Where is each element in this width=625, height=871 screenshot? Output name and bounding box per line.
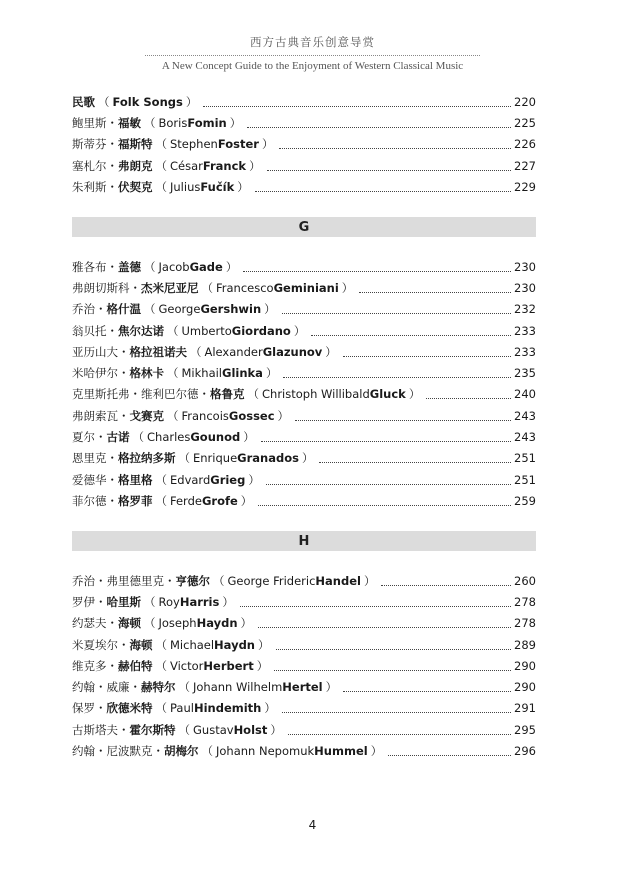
leader-dots [282, 711, 511, 713]
open-paren: （ [144, 302, 156, 317]
section-letter: G [298, 219, 310, 235]
entry-english-last: Haydn [214, 637, 255, 652]
entry-chinese-name [72, 280, 199, 296]
entry-english-last: Foster [217, 137, 259, 152]
entry-english-last: Hindemith [193, 701, 262, 716]
entry-chinese-given: 约瑟夫・ [72, 616, 118, 631]
entry-chinese-family: 格林卡 [129, 366, 164, 381]
close-paren: ） [237, 179, 249, 194]
leader-dots [247, 126, 511, 128]
index-entry [72, 341, 536, 362]
entry-english-last: Giordano [231, 323, 291, 338]
entry-chinese-name [72, 743, 199, 759]
leader-dots [279, 147, 511, 149]
open-paren: （ [155, 637, 167, 652]
section-header-h [72, 531, 536, 551]
open-paren: （ [144, 594, 156, 609]
entry-english-first: Umberto [181, 323, 232, 338]
entry-chinese-name [72, 323, 164, 339]
entry-page-number: 233 [514, 323, 536, 338]
open-paren: （ [201, 744, 213, 759]
leader-dots [319, 461, 511, 463]
close-paren: ） [249, 158, 261, 173]
entry-english-first: Paul [170, 701, 194, 716]
entry-chinese-given: 鲍里斯・ [72, 115, 118, 130]
entry-page-number: 230 [514, 280, 536, 295]
leader-dots [311, 334, 511, 336]
leader-dots [295, 419, 511, 421]
entry-chinese-given: 米哈伊尔・ [72, 366, 130, 381]
index-entry [72, 384, 536, 405]
entry-chinese-family: 格鲁克 [210, 387, 245, 402]
section-header-g [72, 217, 536, 237]
index-entry [72, 320, 536, 341]
section-letter: H [298, 533, 310, 549]
index-entry [72, 448, 536, 469]
entry-page-number: 296 [514, 744, 536, 759]
entry-english-last: Harris [179, 594, 220, 609]
close-paren: ） [301, 451, 314, 466]
index-entry [72, 655, 536, 676]
entry-page-number: 290 [514, 680, 536, 695]
section-f-entries [72, 91, 536, 197]
entry-english-last: Holst [233, 722, 268, 737]
entry-english-last: Haydn [196, 616, 238, 631]
entry-chinese-name [72, 301, 141, 317]
section-h-entries [72, 570, 536, 762]
close-paren: ） [256, 658, 269, 673]
entry-page-number: 226 [514, 137, 536, 152]
leader-dots [258, 504, 511, 506]
index-entry [72, 591, 536, 612]
open-paren: （ [155, 493, 167, 508]
index-entry [72, 176, 536, 197]
entry-page-number: 229 [514, 179, 536, 194]
open-paren: （ [178, 451, 190, 466]
entry-chinese-given: 塞札尔・ [72, 158, 118, 173]
entry-chinese-family: 盖德 [118, 259, 141, 274]
close-paren: ） [248, 472, 260, 487]
close-paren: ） [370, 744, 383, 759]
index-entry [72, 719, 536, 740]
entry-chinese-name [72, 615, 141, 631]
index-entry [72, 698, 536, 719]
entry-chinese-given: 弗朗切斯科・ [72, 280, 141, 295]
entry-page-number: 225 [514, 115, 536, 130]
close-paren: ） [240, 616, 253, 631]
entry-page-number: 230 [514, 259, 536, 274]
entry-chinese-family: 霍尔斯特 [129, 722, 176, 737]
entry-english-first: Boris [158, 115, 188, 130]
entry-page-number: 251 [514, 472, 536, 487]
entry-chinese-family: 海顿 [129, 637, 153, 652]
entry-page-number: 243 [514, 408, 536, 423]
open-paren: （ [178, 680, 190, 695]
leader-dots [258, 626, 511, 628]
leader-dots [276, 648, 512, 650]
entry-english-last: Fomin [187, 115, 227, 130]
entry-english-last: Geminiani [273, 280, 339, 295]
section-g-entries [72, 256, 536, 512]
close-paren: ） [258, 637, 270, 652]
index-entry [72, 256, 536, 277]
leader-dots [261, 440, 511, 442]
leader-dots [274, 669, 511, 671]
entry-english-last: Gossec [228, 408, 275, 423]
open-paren: （ [132, 430, 144, 445]
entry-english-first: Johann Nepomuk [216, 744, 315, 759]
close-paren: ） [363, 573, 376, 588]
entry-chinese-given: 夏尔・ [72, 430, 107, 445]
entry-chinese-family: 哈里斯 [106, 594, 141, 609]
entry-chinese-given: 维克多・ [72, 658, 118, 673]
entry-chinese-given: 乔治・弗里德里克・ [72, 573, 176, 588]
entry-chinese-family: 格拉纳多斯 [118, 451, 176, 466]
entry-chinese-family: 焦尔达诺 [118, 323, 164, 338]
entry-chinese-given: 古斯塔夫・ [72, 722, 130, 737]
entry-english-last: Gershwin [200, 302, 262, 317]
index-entry [72, 277, 536, 298]
leader-dots [359, 291, 511, 293]
entry-page-number: 227 [514, 158, 536, 173]
entry-chinese-given: 罗伊・ [72, 594, 107, 609]
close-paren: ） [325, 680, 338, 695]
open-paren: （ [155, 472, 167, 487]
entry-english-last: Hummel [314, 744, 368, 759]
leader-dots [267, 169, 511, 171]
index-entry [72, 570, 536, 591]
entry-chinese-family: 赫伯特 [118, 658, 153, 673]
entry-english-first: George [158, 302, 201, 317]
entry-chinese-family: 海顿 [118, 616, 141, 631]
open-paren: （ [155, 701, 167, 716]
entry-english-first: Ferde [170, 493, 202, 508]
close-paren: ） [222, 594, 234, 609]
close-paren: ） [240, 493, 253, 508]
index-entry [72, 299, 536, 320]
entry-chinese-family: 福敏 [118, 115, 141, 130]
leader-dots [243, 270, 511, 272]
open-paren: （ [144, 616, 156, 631]
entry-page-number: 243 [514, 430, 536, 445]
entry-english-last: Herbert [203, 658, 254, 673]
entry-chinese-family: 欣德米特 [106, 701, 153, 716]
entry-chinese-name [72, 573, 210, 589]
page-number: 4 [308, 818, 317, 832]
index-entry [72, 490, 536, 511]
index-entry [72, 634, 536, 655]
leader-dots [282, 312, 511, 314]
index-entry [72, 740, 536, 761]
open-paren: （ [144, 115, 156, 130]
entry-chinese-name [72, 700, 153, 716]
entry-english-last: Gounod [190, 430, 241, 445]
entry-english-first: Christoph Willibald [262, 387, 370, 402]
entry-chinese-name [72, 658, 153, 674]
index-entry [72, 676, 536, 697]
entry-english-first: César [170, 158, 203, 173]
entry-page-number: 295 [514, 722, 536, 737]
close-paren: ） [229, 115, 242, 130]
entry-chinese-family: 伏契克 [118, 179, 153, 194]
index-entry [72, 155, 536, 176]
entry-chinese-name [72, 344, 187, 360]
entry-english-first: Charles [147, 430, 191, 445]
entry-english-first: Joseph [158, 616, 197, 631]
entry-chinese-family: 民歌 [72, 94, 95, 109]
entry-page-number: 290 [514, 658, 536, 673]
entry-chinese-name [72, 450, 176, 466]
index-entry [72, 469, 536, 490]
entry-page-number: 289 [514, 637, 536, 652]
entry-english-last: Handel [315, 573, 361, 588]
index-entry [72, 405, 536, 426]
entry-chinese-name [72, 259, 141, 275]
entry-chinese-name [72, 493, 153, 509]
entry-chinese-family: 弗朗克 [118, 158, 153, 173]
entry-english-first: Francesco [216, 280, 274, 295]
entry-chinese-family: 福斯特 [118, 137, 153, 152]
open-paren: （ [247, 387, 259, 402]
entry-chinese-given: 弗朗索瓦・ [72, 408, 130, 423]
entry-chinese-name [72, 408, 164, 424]
open-paren: （ [178, 722, 190, 737]
entry-chinese-name [72, 679, 176, 695]
header-divider [145, 55, 480, 56]
open-paren: （ [155, 158, 167, 173]
close-paren: ） [277, 408, 290, 423]
entry-english-last: Granados [237, 451, 299, 466]
header-title-en: A New Concept Guide to the Enjoyment of Western Classical Music [161, 60, 464, 72]
entry-chinese-given: 亚历山大・ [72, 344, 130, 359]
entry-chinese-name [72, 179, 153, 195]
entry-chinese-given: 朱利斯・ [72, 179, 118, 194]
entry-english-last: Grofe [201, 493, 238, 508]
entry-chinese-given: 保罗・ [72, 701, 107, 716]
index-entry [72, 134, 536, 155]
entry-chinese-family: 赫特尔 [141, 680, 176, 695]
entry-page-number: 232 [514, 302, 536, 317]
open-paren: （ [155, 658, 167, 673]
leader-dots [203, 105, 511, 107]
entry-english-first: Johann Wilhelm [193, 680, 283, 695]
open-paren: （ [155, 137, 167, 152]
entry-chinese-family: 格里格 [118, 472, 153, 487]
header-title-cn: 西方古典音乐创意导赏 [250, 35, 375, 49]
entry-chinese-given: 约翰・尼波默克・ [72, 744, 164, 759]
leader-dots [288, 733, 511, 735]
entry-english-first: Stephen [170, 137, 218, 152]
entry-chinese-family: 格拉祖诺夫 [129, 344, 187, 359]
entry-page-number: 233 [514, 344, 536, 359]
entry-english-first: Alexander [204, 344, 263, 359]
entry-english-last: Hertel [282, 680, 323, 695]
index-entry [72, 362, 536, 383]
entry-english-first: Mikhail [181, 366, 223, 381]
running-header [0, 34, 625, 72]
entry-chinese-name [72, 94, 95, 110]
entry-chinese-family: 古诺 [106, 430, 130, 445]
entry-english-first: Enrique [193, 451, 238, 466]
entry-page-number: 240 [514, 387, 536, 402]
open-paren: （ [167, 408, 179, 423]
open-paren: （ [98, 94, 110, 109]
close-paren: ） [341, 280, 354, 295]
close-paren: ） [243, 430, 255, 445]
entry-page-number: 259 [514, 493, 536, 508]
entry-chinese-family: 格罗菲 [118, 493, 153, 508]
entry-page-number: 220 [514, 94, 536, 109]
entry-page-number: 278 [514, 594, 536, 609]
entry-chinese-name [72, 594, 141, 610]
close-paren: ） [261, 137, 274, 152]
close-paren: ） [293, 323, 306, 338]
leader-dots [240, 605, 511, 607]
close-paren: ） [408, 387, 421, 402]
entry-chinese-family: 亨德尔 [175, 573, 210, 588]
leader-dots [266, 483, 511, 485]
entry-english-last: Fučík [200, 179, 235, 194]
entry-english-first: Victor [170, 658, 204, 673]
leader-dots [343, 690, 511, 692]
leader-dots [283, 376, 511, 378]
entry-chinese-name [72, 386, 245, 402]
entry-chinese-name [72, 722, 176, 738]
open-paren: （ [201, 280, 213, 295]
entry-english-first: Jacob [158, 259, 190, 274]
entry-chinese-name [72, 429, 130, 445]
entry-english-first: Edvard [170, 472, 211, 487]
entry-english-last: Franck [202, 158, 247, 173]
entry-page-number: 260 [514, 573, 536, 588]
entry-page-number: 251 [514, 451, 536, 466]
close-paren: ） [325, 344, 337, 359]
entry-chinese-name [72, 637, 153, 653]
entry-chinese-family: 胡梅尔 [164, 744, 199, 759]
open-paren: （ [167, 366, 179, 381]
close-paren: ） [225, 259, 238, 274]
entry-english-first: Folk Songs [112, 94, 183, 109]
close-paren: ） [270, 722, 282, 737]
open-paren: （ [144, 259, 156, 274]
entry-chinese-family: 格什温 [106, 302, 141, 317]
entry-chinese-given: 米夏埃尔・ [72, 637, 130, 652]
entry-english-first: Roy [158, 594, 180, 609]
entry-chinese-name [72, 115, 141, 131]
entry-english-first: George Frideric [227, 573, 316, 588]
close-paren: ） [265, 366, 278, 381]
entry-chinese-given: 爱德华・ [72, 472, 118, 487]
open-paren: （ [155, 179, 167, 194]
entry-chinese-family: 杰米尼亚尼 [141, 280, 199, 295]
leader-dots [426, 397, 511, 399]
entry-chinese-name [72, 472, 153, 488]
open-paren: （ [190, 344, 202, 359]
entry-chinese-name [72, 365, 164, 381]
entry-page-number: 291 [514, 701, 536, 716]
entry-chinese-given: 斯蒂芬・ [72, 137, 118, 152]
close-paren: ） [185, 94, 198, 109]
open-paren: （ [167, 323, 179, 338]
close-paren: ） [264, 302, 276, 317]
entry-page-number: 235 [514, 366, 536, 381]
entry-english-first: Gustav [193, 722, 234, 737]
entry-english-last: Grieg [210, 472, 246, 487]
entry-chinese-given: 恩里克・ [72, 451, 118, 466]
entry-chinese-name [72, 158, 153, 174]
entry-chinese-given: 乔治・ [72, 302, 107, 317]
entry-english-first: Michael [170, 637, 215, 652]
entry-english-first: Julius [170, 179, 201, 194]
close-paren: ） [264, 701, 276, 716]
index-entry [72, 613, 536, 634]
index-entry [72, 91, 536, 112]
entry-chinese-name [72, 136, 153, 152]
entry-english-last: Glinka [222, 366, 263, 381]
leader-dots [388, 754, 511, 756]
entry-chinese-family: 戈赛克 [129, 408, 164, 423]
entry-english-first: Francois [181, 408, 229, 423]
entry-page-number: 278 [514, 616, 536, 631]
entry-chinese-given: 翁贝托・ [72, 323, 118, 338]
entry-english-last: Glazunov [262, 344, 323, 359]
index-entry [72, 112, 536, 133]
leader-dots [381, 584, 511, 586]
index-entry [72, 426, 536, 447]
entry-chinese-given: 雅各布・ [72, 259, 118, 274]
leader-dots [255, 190, 511, 192]
entry-english-last: Gade [189, 259, 223, 274]
open-paren: （ [213, 573, 225, 588]
entry-chinese-given: 约翰・威廉・ [72, 680, 141, 695]
entry-chinese-given: 菲尔德・ [72, 493, 118, 508]
entry-chinese-given: 克里斯托弗・维利巴尔德・ [72, 387, 210, 402]
leader-dots [343, 355, 511, 357]
entry-english-last: Gluck [369, 387, 406, 402]
